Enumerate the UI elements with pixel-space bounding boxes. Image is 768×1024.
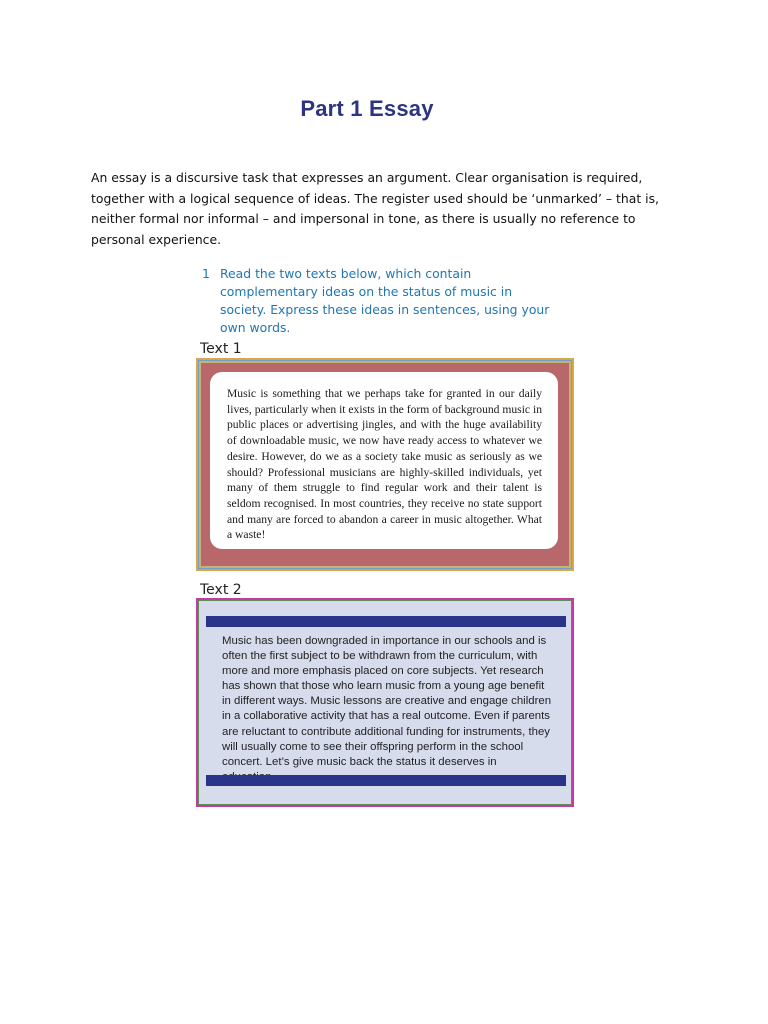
task-number: 1 bbox=[202, 266, 210, 281]
task-text: Read the two texts below, which contain complementary ideas on the status of music in society. Express these ideas in sentences, using your own words. bbox=[220, 266, 550, 335]
text2-bottom-band bbox=[206, 775, 566, 786]
text1-panel bbox=[210, 372, 558, 549]
task-instruction bbox=[202, 265, 562, 337]
text1-box bbox=[196, 358, 574, 571]
text2-box bbox=[196, 598, 574, 807]
intro-paragraph: An essay is a discursive task that expresses an argument. Clear organisation is required, together with a logical sequence of ideas. The register used should be ‘unmarked’ – that is, neither formal nor informal – and impersonal in tone, as there is usually no reference to personal experience. bbox=[91, 170, 659, 247]
page-title: Part 1 Essay bbox=[300, 96, 434, 121]
text2-body: Music has been downgraded in importance in our schools and is often the first subject to be withdrawn from the curriculum, with more and more emphasis placed on core subjects. Yet research has shown that those who learn music from a young age benefit in different ways. Music lessons are creative and engage children in a collaborative activity that has a real outcome. Even if parents are reluctant to contribute additional funding for instruments, they will usually come to see their offspring perform in the school concert. Let’s give music back the status it deserves in bbox=[222, 635, 552, 768]
text1-body: Music is something that we perhaps take for granted in our daily lives, particularly when it exists in the form of background music in public places or advertising jingles, and with the huge availability of downloadable music, we now have ready access to whatever we desire. However, do we as a society take music as seriously as we should? Professional musicians are highly-skilled individuals, yet many of them struggle to find regular work and their talent is seldom recognised. In most countries, they receive no state support and many are forced to abandon a career in music altogether. What a waste! bbox=[227, 387, 542, 542]
text2-label: Text 2 bbox=[200, 582, 242, 598]
text2-top-band bbox=[206, 616, 566, 627]
text1-label: Text 1 bbox=[200, 341, 242, 357]
